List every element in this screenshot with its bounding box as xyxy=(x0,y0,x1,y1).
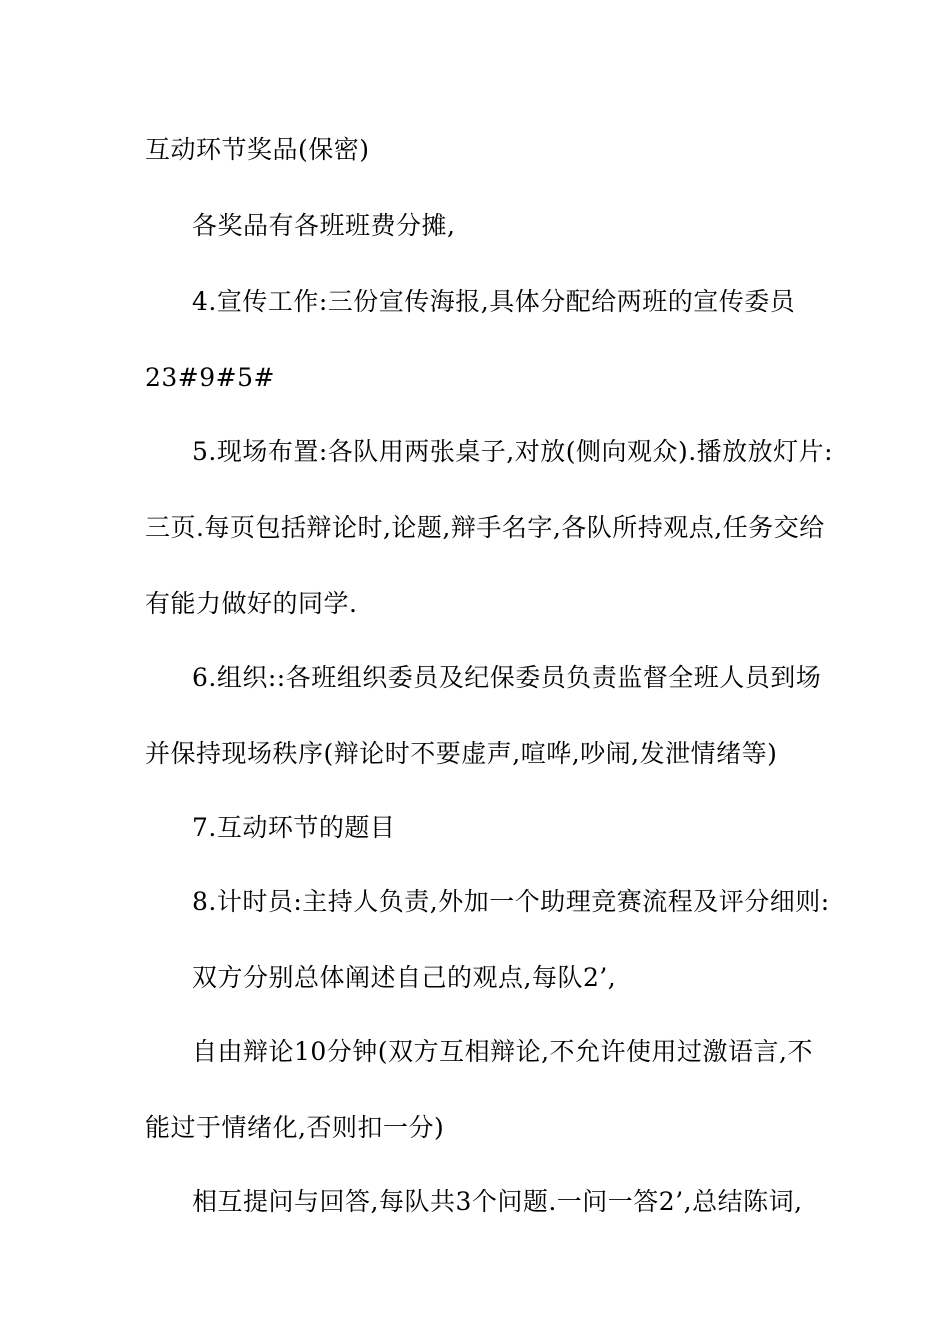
text-line: 7.互动环节的题目 xyxy=(192,813,396,842)
text-line: 三页.每页包括辩论时,论题,辩手名字,各队所持观点,任务交给 xyxy=(145,513,825,542)
text-line: 能过于情绪化,否则扣一分) xyxy=(145,1113,445,1142)
text-line: 有能力做好的同学. xyxy=(145,589,358,618)
text-line: 6.组织::各班组织委员及纪保委员负责监督全班人员到场 xyxy=(192,663,822,692)
text-line: 4.宣传工作:三份宣传海报,具体分配给两班的宣传委员 xyxy=(192,287,796,316)
text-line: 5.现场布置:各队用两张桌子,对放(侧向观众).播放放灯片: xyxy=(192,437,834,466)
text-line: 并保持现场秩序(辩论时不要虚声,喧哗,吵闹,发泄情绪等) xyxy=(145,739,778,768)
text-line: 互动环节奖品(保密) xyxy=(145,135,370,164)
text-line: 各奖品有各班班费分摊, xyxy=(192,211,456,240)
text-line: 相互提问与回答,每队共3个问题.一问一答2’,总结陈词, xyxy=(192,1187,803,1216)
text-line: 8.计时员:主持人负责,外加一个助理竞赛流程及评分细则: xyxy=(192,887,830,916)
text-line: 双方分别总体阐述自己的观点,每队2’, xyxy=(192,963,617,992)
text-line: 23#9#5# xyxy=(145,363,275,392)
text-line: 自由辩论10分钟(双方互相辩论,不允许使用过激语言,不 xyxy=(192,1037,813,1066)
